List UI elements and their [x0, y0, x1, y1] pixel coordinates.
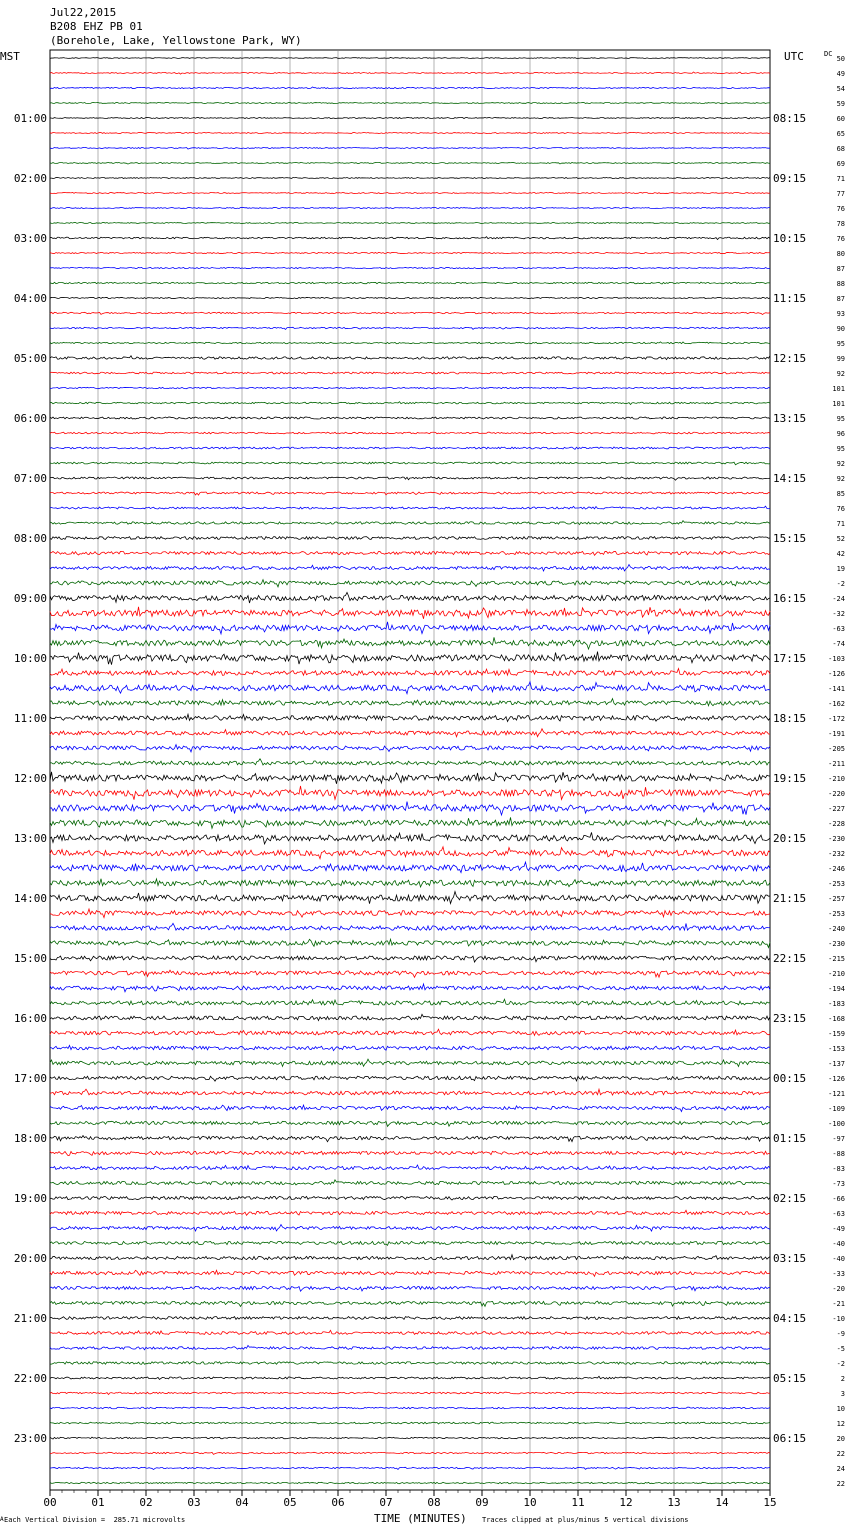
dc-offset-label: 69 [836, 160, 845, 168]
dc-offset-label: -227 [828, 805, 845, 813]
trace-line [50, 356, 770, 360]
mst-hour-label: 20:00 [13, 1252, 47, 1265]
x-tick-label: 07 [379, 1496, 393, 1509]
trace-line [50, 1467, 770, 1469]
trace-line [50, 999, 770, 1005]
trace-line [50, 537, 770, 540]
dc-offset-label: -240 [828, 925, 845, 933]
dc-offset-label: 77 [836, 190, 845, 198]
utc-hour-label: 19:15 [773, 772, 807, 785]
dc-offset-label: -121 [828, 1090, 845, 1098]
mst-hour-label: 09:00 [13, 592, 47, 605]
trace-line [50, 387, 770, 389]
trace-line [50, 103, 770, 104]
dc-offset-label: -232 [828, 850, 845, 858]
dc-offset-label: 95 [836, 415, 845, 423]
trace-line [50, 847, 770, 859]
header-date: Jul22,2015 [50, 6, 117, 19]
trace-line [50, 1151, 770, 1155]
dc-offset-label: 78 [836, 220, 845, 228]
dc-offset-label: -126 [828, 1075, 845, 1083]
dc-offset-label: -83 [832, 1165, 845, 1173]
trace-line [50, 984, 770, 992]
trace-line [50, 1345, 770, 1349]
x-tick-label: 00 [43, 1496, 57, 1509]
trace-line [50, 267, 770, 268]
trace-line [50, 312, 770, 314]
utc-hour-label: 16:15 [773, 592, 807, 605]
dc-offset-label: 22 [836, 1450, 845, 1458]
plot-frame [50, 50, 770, 1490]
dc-offset-label: -162 [828, 700, 845, 708]
trace-line [50, 699, 770, 706]
trace-line [50, 177, 770, 178]
mst-hour-label: 10:00 [13, 652, 47, 665]
dc-offset-label: -230 [828, 940, 845, 948]
x-tick-label: 12 [619, 1496, 633, 1509]
trace-line [50, 1105, 770, 1111]
trace-line [50, 802, 770, 815]
dc-offset-label: -40 [832, 1240, 845, 1248]
utc-hour-label: 09:15 [773, 172, 807, 185]
dc-offset-label: 19 [836, 565, 845, 573]
dc-offset-label: 85 [836, 490, 845, 498]
trace-line [50, 148, 770, 150]
dc-offset-label: 50 [836, 55, 845, 63]
trace-line [50, 133, 770, 134]
utc-hour-label: 18:15 [773, 712, 807, 725]
dc-offset-label: 12 [836, 1420, 845, 1428]
trace-line [50, 342, 770, 344]
mst-hour-label: 05:00 [13, 352, 47, 365]
dc-offset-label: -33 [832, 1270, 845, 1278]
dc-offset-label: -63 [832, 625, 845, 633]
dc-offset-label: -5 [836, 1345, 845, 1353]
dc-offset-label: 88 [836, 280, 845, 288]
trace-line [50, 57, 770, 58]
utc-hour-label: 11:15 [773, 292, 807, 305]
trace-line [50, 297, 770, 298]
utc-hour-label: 05:15 [773, 1372, 807, 1385]
dc-offset-label: 95 [836, 445, 845, 453]
trace-line [50, 1165, 770, 1170]
dc-offset-label: -215 [828, 955, 845, 963]
trace-line [50, 637, 770, 649]
x-tick-label: 10 [523, 1496, 537, 1509]
trace-line [50, 592, 770, 603]
mst-axis-label: MST [0, 50, 20, 63]
x-tick-label: 14 [715, 1496, 729, 1509]
trace-line [50, 1180, 770, 1185]
utc-hour-label: 22:15 [773, 952, 807, 965]
dc-offset-label: 95 [836, 340, 845, 348]
dc-offset-label: -74 [832, 640, 845, 648]
trace-line [50, 1059, 770, 1066]
clip-note: Traces clipped at plus/minus 5 vertical divisions [482, 1516, 689, 1524]
dc-offset-label: 93 [836, 310, 845, 318]
dc-offset-label: 101 [832, 400, 845, 408]
trace-line [50, 1121, 770, 1126]
trace-line [50, 939, 770, 947]
dc-offset-label: -228 [828, 820, 845, 828]
scale-note: Each Vertical Division = 285.71 microvolts [4, 1516, 186, 1524]
dc-offset-label: 54 [836, 85, 845, 93]
x-tick-label: 13 [667, 1496, 681, 1509]
dc-offset-label: -73 [832, 1180, 845, 1188]
utc-hour-label: 10:15 [773, 232, 807, 245]
dc-offset-label: -40 [832, 1255, 845, 1263]
dc-offset-label: 68 [836, 145, 845, 153]
mst-hour-label: 21:00 [13, 1312, 47, 1325]
dc-offset-label: 87 [836, 295, 845, 303]
trace-line [50, 909, 770, 918]
dc-offset-label: -211 [828, 760, 845, 768]
dc-offset-label: -191 [828, 730, 845, 738]
dc-offset-label: -2 [836, 1360, 845, 1368]
trace-line [50, 1089, 770, 1095]
dc-offset-label: -24 [832, 595, 845, 603]
utc-hour-label: 01:15 [773, 1132, 807, 1145]
x-tick-label: 01 [91, 1496, 105, 1509]
utc-hour-label: 15:15 [773, 532, 807, 545]
dc-offset-label: 65 [836, 130, 845, 138]
trace-line [50, 923, 770, 930]
trace-line [50, 1241, 770, 1245]
trace-line [50, 521, 770, 525]
trace-line [50, 237, 770, 240]
dc-offset-label: 2 [840, 1375, 845, 1383]
mst-hour-label: 15:00 [13, 952, 47, 965]
dc-offset-label: -9 [836, 1330, 845, 1338]
utc-hour-label: 23:15 [773, 1012, 807, 1025]
trace-line [50, 1482, 770, 1483]
utc-hour-label: 13:15 [773, 412, 807, 425]
utc-axis-label: UTC [784, 50, 804, 63]
dc-offset-label: -220 [828, 790, 845, 798]
utc-hour-label: 14:15 [773, 472, 807, 485]
trace-line [50, 551, 770, 555]
trace-line [50, 1270, 770, 1276]
trace-line [50, 759, 770, 765]
dc-offset-label: 71 [836, 175, 845, 183]
trace-line [50, 1407, 770, 1409]
dc-offset-label: 59 [836, 100, 845, 108]
dc-offset-label: -2 [836, 580, 845, 588]
x-tick-label: 06 [331, 1496, 345, 1509]
x-tick-label: 04 [235, 1496, 249, 1509]
trace-line [50, 1376, 770, 1379]
dc-offset-label: 92 [836, 370, 845, 378]
trace-line [50, 163, 770, 165]
utc-hour-label: 04:15 [773, 1312, 807, 1325]
mst-hour-label: 17:00 [13, 1072, 47, 1085]
mst-hour-label: 03:00 [13, 232, 47, 245]
dc-offset-label: -153 [828, 1045, 845, 1053]
trace-line [50, 682, 770, 694]
trace-line [50, 208, 770, 209]
trace-line [50, 1255, 770, 1260]
dc-offset-label: -159 [828, 1030, 845, 1038]
dc-offset-label: 20 [836, 1435, 845, 1443]
dc-offset-label: -257 [828, 895, 845, 903]
mst-hour-label: 22:00 [13, 1372, 47, 1385]
mst-hour-label: 04:00 [13, 292, 47, 305]
trace-line [50, 1014, 770, 1020]
header-location: (Borehole, Lake, Yellowstone Park, WY) [50, 34, 302, 47]
trace-line [50, 1076, 770, 1081]
trace-line [50, 72, 770, 74]
dc-offset-label: -141 [828, 685, 845, 693]
x-tick-label: 05 [283, 1496, 297, 1509]
dc-offset-label: -21 [832, 1300, 845, 1308]
dc-offset-label: 76 [836, 205, 845, 213]
trace-line [50, 714, 770, 721]
dc-offset-label: -210 [828, 775, 845, 783]
trace-line [50, 879, 770, 887]
dc-offset-label: -183 [828, 1000, 845, 1008]
trace-line [50, 772, 770, 784]
dc-offset-label: -126 [828, 670, 845, 678]
trace-line [50, 745, 770, 752]
trace-line [50, 970, 770, 977]
trace-line [50, 118, 770, 119]
x-tick-label: 02 [139, 1496, 153, 1509]
dc-offset-label: 71 [836, 520, 845, 528]
dc-offset-label: 99 [836, 355, 845, 363]
dc-offset-label: -230 [828, 835, 845, 843]
dc-offset-label: 42 [836, 550, 845, 558]
trace-line [50, 956, 770, 962]
dc-offset-label: 96 [836, 430, 845, 438]
trace-line [50, 786, 770, 800]
x-tick-label: 15 [763, 1496, 777, 1509]
dc-offset-label: -137 [828, 1060, 845, 1068]
trace-line [50, 1225, 770, 1232]
trace-line [50, 1392, 770, 1394]
trace-line [50, 1136, 770, 1142]
dc-offset-label: 10 [836, 1405, 845, 1413]
trace-line [50, 87, 770, 89]
dc-offset-label: 76 [836, 505, 845, 513]
trace-line [50, 462, 770, 465]
dc-offset-label: 60 [836, 115, 845, 123]
trace-line [50, 252, 770, 253]
mst-hour-label: 23:00 [13, 1432, 47, 1445]
trace-line [50, 1422, 770, 1424]
trace-line [50, 1301, 770, 1306]
dc-offset-label: -88 [832, 1150, 845, 1158]
x-axis-label: TIME (MINUTES) [374, 1512, 467, 1525]
utc-hour-label: 06:15 [773, 1432, 807, 1445]
trace-line [50, 1196, 770, 1200]
dc-offset-label: -32 [832, 610, 845, 618]
dc-offset-label: -103 [828, 655, 845, 663]
trace-line [50, 1045, 770, 1050]
dc-offset-label: -63 [832, 1210, 845, 1218]
dc-offset-label: 90 [836, 325, 845, 333]
dc-offset-label: 87 [836, 265, 845, 273]
mst-hour-label: 19:00 [13, 1192, 47, 1205]
x-tick-label: 09 [475, 1496, 489, 1509]
utc-hour-label: 17:15 [773, 652, 807, 665]
dc-offset-label: -253 [828, 910, 845, 918]
utc-hour-label: 00:15 [773, 1072, 807, 1085]
utc-hour-label: 12:15 [773, 352, 807, 365]
trace-line [50, 1452, 770, 1454]
trace-line [50, 1330, 770, 1334]
dc-column-label: DC [824, 50, 833, 58]
dc-offset-label: -109 [828, 1105, 845, 1113]
dc-offset-label: 80 [836, 250, 845, 258]
mst-hour-label: 12:00 [13, 772, 47, 785]
dc-offset-label: -246 [828, 865, 845, 873]
x-tick-label: 11 [571, 1496, 585, 1509]
trace-line [50, 580, 770, 587]
utc-hour-label: 21:15 [773, 892, 807, 905]
mst-hour-label: 06:00 [13, 412, 47, 425]
trace-line [50, 832, 770, 844]
trace-line [50, 892, 770, 904]
corner-mark: A [0, 1516, 4, 1523]
trace-line [50, 652, 770, 665]
dc-offset-label: 92 [836, 460, 845, 468]
trace-line [50, 817, 770, 828]
trace-line [50, 729, 770, 737]
x-tick-label: 08 [427, 1496, 441, 1509]
dc-offset-label: 49 [836, 70, 845, 78]
header-station: B208 EHZ PB 01 [50, 20, 143, 33]
utc-hour-label: 08:15 [773, 112, 807, 125]
dc-offset-label: -20 [832, 1285, 845, 1293]
mst-hour-label: 07:00 [13, 472, 47, 485]
dc-offset-label: 76 [836, 235, 845, 243]
trace-line [50, 862, 770, 872]
mst-hour-label: 16:00 [13, 1012, 47, 1025]
trace-line [50, 1286, 770, 1291]
mst-hour-label: 13:00 [13, 832, 47, 845]
mst-hour-label: 08:00 [13, 532, 47, 545]
dc-offset-label: -253 [828, 880, 845, 888]
mst-hour-label: 01:00 [13, 112, 47, 125]
dc-offset-label: -172 [828, 715, 845, 723]
dc-offset-label: -66 [832, 1195, 845, 1203]
dc-offset-label: -97 [832, 1135, 845, 1143]
dc-offset-label: -168 [828, 1015, 845, 1023]
trace-line [50, 669, 770, 676]
dc-offset-label: 52 [836, 535, 845, 543]
trace-line [50, 1317, 770, 1320]
trace-line [50, 447, 770, 449]
dc-offset-label: -210 [828, 970, 845, 978]
mst-hour-label: 02:00 [13, 172, 47, 185]
dc-offset-label: 92 [836, 475, 845, 483]
trace-line [50, 417, 770, 419]
trace-line [50, 1210, 770, 1215]
dc-offset-label: -10 [832, 1315, 845, 1323]
trace-line [50, 282, 770, 284]
x-tick-label: 03 [187, 1496, 201, 1509]
utc-hour-label: 20:15 [773, 832, 807, 845]
trace-line [50, 477, 770, 481]
trace-line [50, 402, 770, 405]
trace-line [50, 1362, 770, 1365]
dc-offset-label: -49 [832, 1225, 845, 1233]
mst-hour-label: 11:00 [13, 712, 47, 725]
dc-offset-label: -205 [828, 745, 845, 753]
trace-line [50, 622, 770, 634]
trace-line [50, 432, 770, 434]
dc-offset-label: -100 [828, 1120, 845, 1128]
utc-hour-label: 03:15 [773, 1252, 807, 1265]
trace-line [50, 506, 770, 509]
dc-offset-label: 3 [840, 1390, 845, 1398]
trace-line [50, 1029, 770, 1035]
dc-offset-label: 101 [832, 385, 845, 393]
trace-line [50, 1437, 770, 1439]
trace-line [50, 492, 770, 495]
trace-line [50, 607, 770, 619]
mst-hour-label: 18:00 [13, 1132, 47, 1145]
mst-hour-label: 14:00 [13, 892, 47, 905]
trace-line [50, 327, 770, 329]
utc-hour-label: 02:15 [773, 1192, 807, 1205]
trace-line [50, 192, 770, 193]
dc-offset-label: -194 [828, 985, 845, 993]
trace-line [50, 372, 770, 374]
dc-offset-label: 24 [836, 1465, 845, 1473]
trace-line [50, 223, 770, 224]
dc-offset-label: 22 [836, 1480, 845, 1488]
trace-line [50, 565, 770, 571]
